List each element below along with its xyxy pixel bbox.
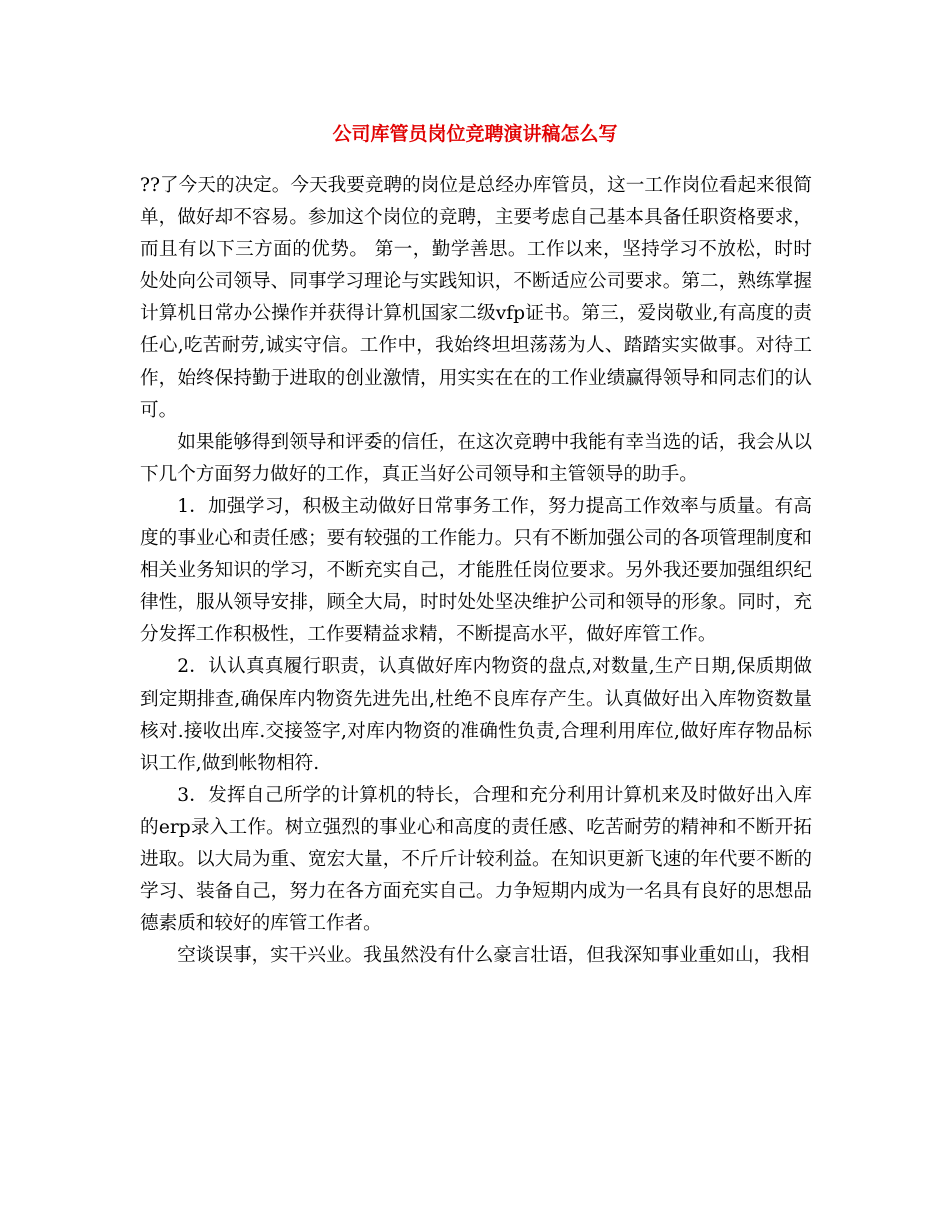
paragraph-qualifications: ??了今天的决定。今天我要竞聘的岗位是总经办库管员，这一工作岗位看起来很简单，做好却不容易。参加这个岗位的竞聘，主要考虑自己基本具备任职资格要求，而且有以下三方面的优势。 第一，勤学善思。工作以来，坚持学习不放松，时时处处向公司领导、同事学习理论与实践知识，不断适应公司要求。第二，熟练掌握计算机日常办公操作并获得计算机国家二级vfp证书。第三，爱岗敬业,有高度的责任心,吃苦耐劳,诚实守信。工作中，我始终坦坦荡荡为人、踏踏实实做事。对待工作，始终保持勤于进取的创业激情，用实实在在的工作业绩赢得领导和同志们的认可。 — [140, 175, 812, 421]
document-title: 公司库管员岗位竞聘演讲稿怎么写 — [332, 123, 618, 145]
document-body — [140, 170, 812, 972]
paragraph-point-3: 3．发挥自己所学的计算机的特长，合理和充分利用计算机来及时做好出入库的erp录入工作。树立强烈的事业心和高度的责任感、吃苦耐劳的精神和不断开拓进取。以大局为重、宽宏大量，不斤斤计较利益。在知识更新飞速的年代要不断的学习、装备自己，努力在各方面充实自己。力争短期内成为一名具有良好的思想品德素质和较好的库管工作者。 — [140, 784, 812, 935]
paragraph-point-1: 1．加强学习，积极主动做好日常事务工作，努力提高工作效率与质量。有高度的事业心和责任感；要有较强的工作能力。只有不断加强公司的各项管理制度和相关业务知识的学习，不断充实自己，才能胜任岗位要求。另外我还要加强组织纪律性，服从领导安排，顾全大局，时时处处坚决维护公司和领导的形象。同时，充分发挥工作积极性，工作要精益求精，不断提高水平，做好库管工作。 — [140, 495, 812, 646]
paragraph-closing: 空谈误事，实干兴业。我虽然没有什么豪言壮语，但我深知事业重如山，我相 — [177, 945, 810, 967]
paragraph-intro-plan: 如果能够得到领导和评委的信任，在这次竞聘中我能有幸当选的话，我会从以下几个方面努力做好的工作，真正当好公司领导和主管领导的助手。 — [140, 431, 812, 485]
paragraph-point-2: 2．认认真真履行职责，认真做好库内物资的盘点,对数量,生产日期,保质期做到定期排查,确保库内物资先进先出,杜绝不良库存产生。认真做好出入库物资数量核对.接收出库.交接签字,对库内物资的准确性负责,合理利用库位,做好库存物品标识工作,做到帐物相符. — [140, 656, 812, 774]
